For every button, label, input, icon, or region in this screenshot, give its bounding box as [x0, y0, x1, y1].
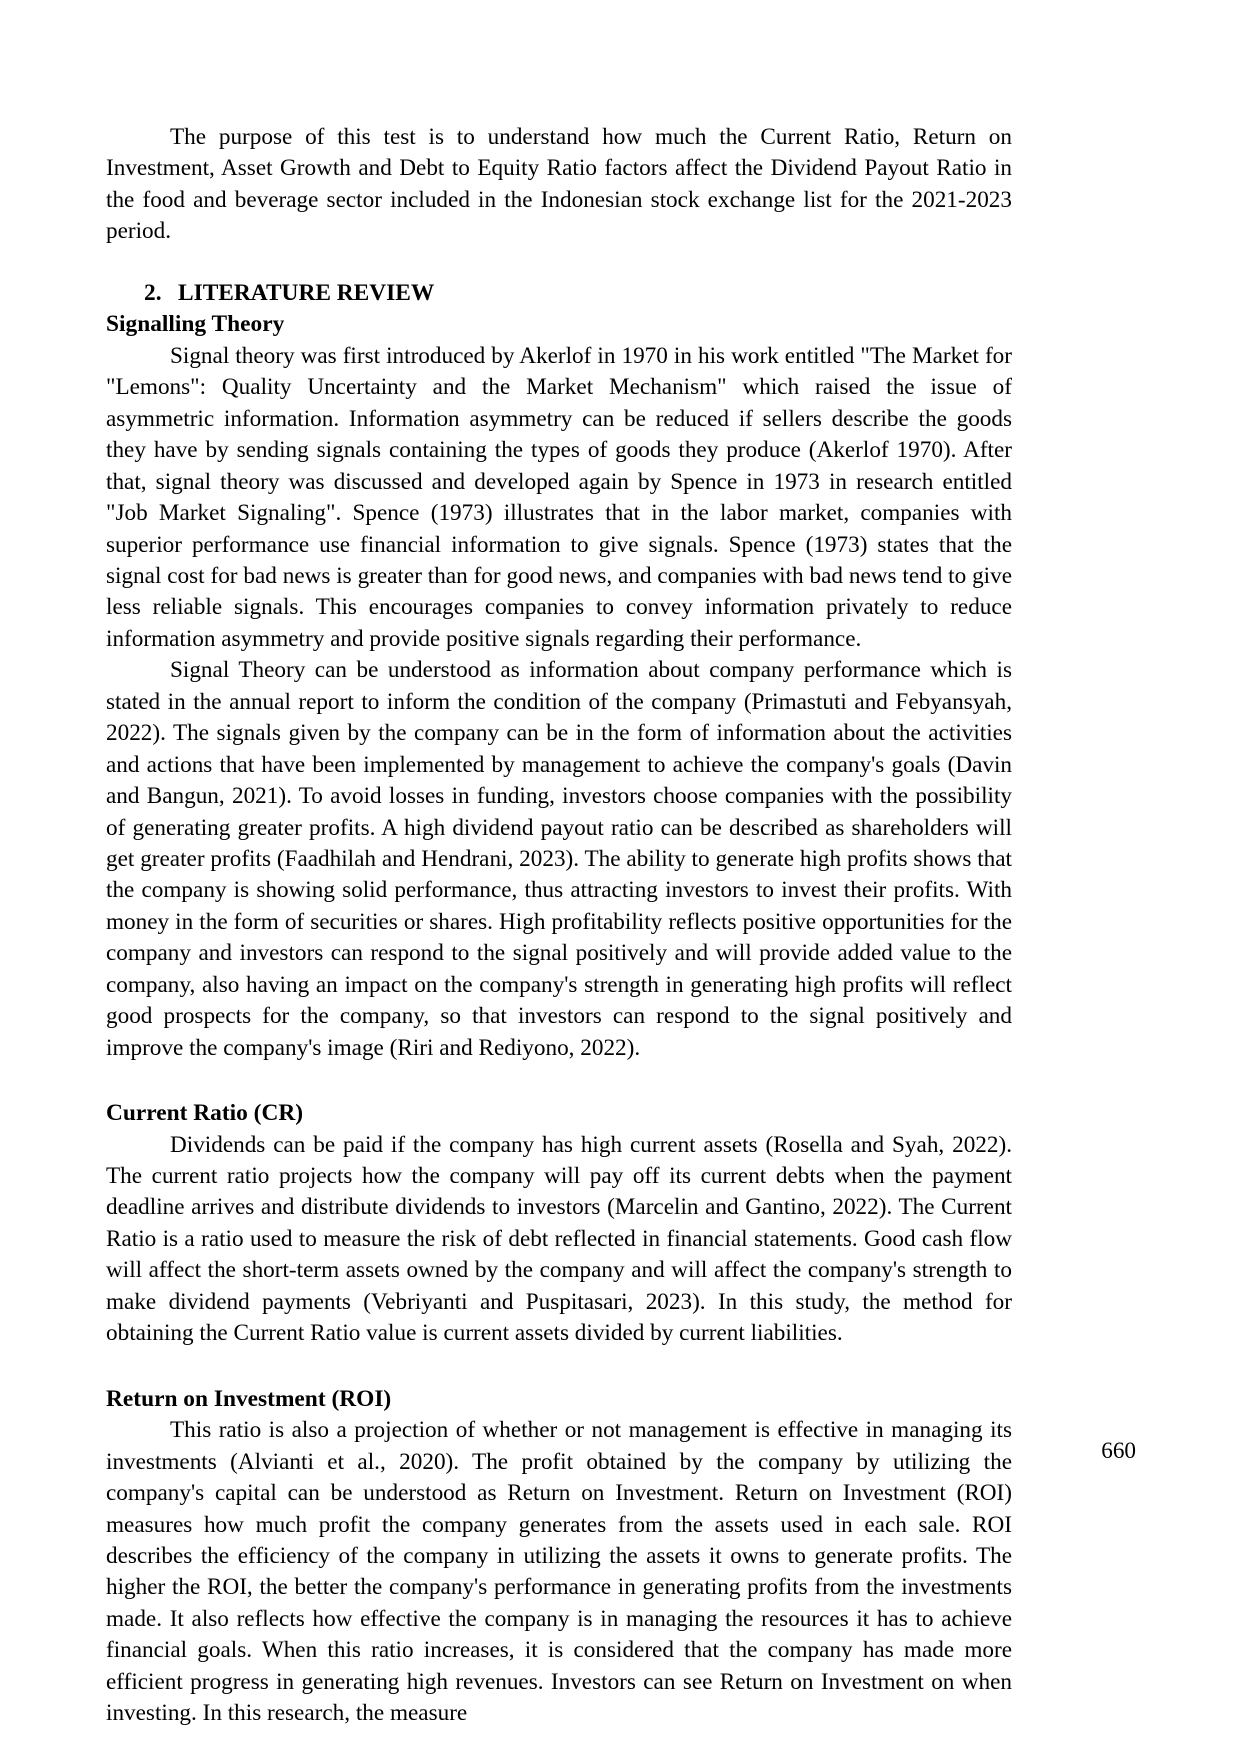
subsection-heading-signalling-theory: Signalling Theory — [106, 311, 285, 338]
spacer — [106, 248, 1012, 278]
signalling-theory-paragraph-2: Signal Theory can be understood as information about company performance which is stated in the annual report to inform the condition of the company (Primastuti and Febyansyah, 2022). The signals given by the company can be in the form of information about the activities and actions that have been implemented by management to achieve the company's goals (Davin and Bangun, 2021). To avoid losses in funding, investors choose companies with the possibility of generating greater profits. A high dividend payout ratio can be described as shareholders will get greater profits (Faadhilah and Hendrani, 2023). The ability to generate high profits shows that the company is showing solid performance, thus attracting investors to invest their profits. With money in the form of securities or shares. High profitability reflects positive opportunities for the company and investors can respond to the signal positively and will provide added value to the company, also having an impact on the company's strength in generating high profits will reflect good prospects for the company, so that investors can respond to the signal positively and improve the company's image (Riri and Rediyono, 2022). — [106, 657, 1012, 1061]
section-number: 2. — [144, 279, 162, 306]
subsection-heading-return-on-investment: Return on Investment (ROI) — [106, 1385, 392, 1412]
spacer — [106, 1350, 1012, 1384]
section-title: LITERATURE REVIEW — [178, 279, 435, 306]
intro-paragraph: The purpose of this test is to understand how much the Current Ratio, Return on Investment, Asset Growth and Debt to Equity Ratio factors affect the Dividend Payout Ratio in the food and beverage sector included in the Indonesian stock exchange list for the 2021-2023 period. — [106, 124, 1012, 245]
current-ratio-paragraph-1: Dividends can be paid if the company has high current assets (Rosella and Syah, 2022). The current ratio projects how the company will pay off its current debts when the payment deadline arrives and distribute dividends to investors (Marcelin and Gantino, 2022). The Current Ratio is a ratio used to measure the risk of debt reflected in financial statements. Good cash flow will affect the short-term assets owned by the company and will affect the company's strength to make dividend payments (Vebriyanti and Puspitasari, 2023). In this study, the method for obtaining the Current Ratio value is current assets divided by current liabilities. — [106, 1131, 1012, 1347]
section-heading — [106, 278, 1012, 310]
signalling-theory-paragraph-1: Signal theory was first introduced by Akerlof in 1970 in his work entitled "The Market for "Lemons": Quality Uncertainty and the Market Mechanism" which raised the issue of asymmetric information. Information asymmetry can be reduced if sellers describe the goods they have by sending signals containing the types of goods they produce (Akerlof 1970). After that, signal theory was discussed and developed again by Spence in 1973 in research entitled "Job Market Signaling". Spence (1973) illustrates that in the labor market, companies with superior performance use financial information to give signals. Spence (1973) states that the signal cost for bad news is greater than for good news, and companies with bad news tend to give less reliable signals. This encourages companies to convey information privately to reduce information asymmetry and provide positive signals regarding their performance. — [106, 342, 1012, 652]
page-number: 660 — [1101, 1438, 1136, 1464]
spacer — [106, 1064, 1012, 1098]
subsection-heading-current-ratio: Current Ratio (CR) — [106, 1100, 304, 1126]
page-content — [106, 122, 1012, 1730]
return-on-investment-paragraph-1: This ratio is also a projection of whether or not management is effective in managing its investments (Alvianti et al., 2020). The profit obtained by the company by utilizing the company's capital can be understood as Return on Investment. Return on Investment (ROI) measures how much profit the company generates from the assets used in each sale. ROI describes the efficiency of the company in utilizing the assets it owns to generate profits. The higher the ROI, the better the company's performance in generating profits from the investments made. It also reflects how effective the company is in managing the resources it has to achieve financial goals. When this ratio increases, it is considered that the company has made more efficient progress in generating high revenues. Investors can see Return on Investment on when investing. In this research, the measure — [106, 1417, 1012, 1727]
